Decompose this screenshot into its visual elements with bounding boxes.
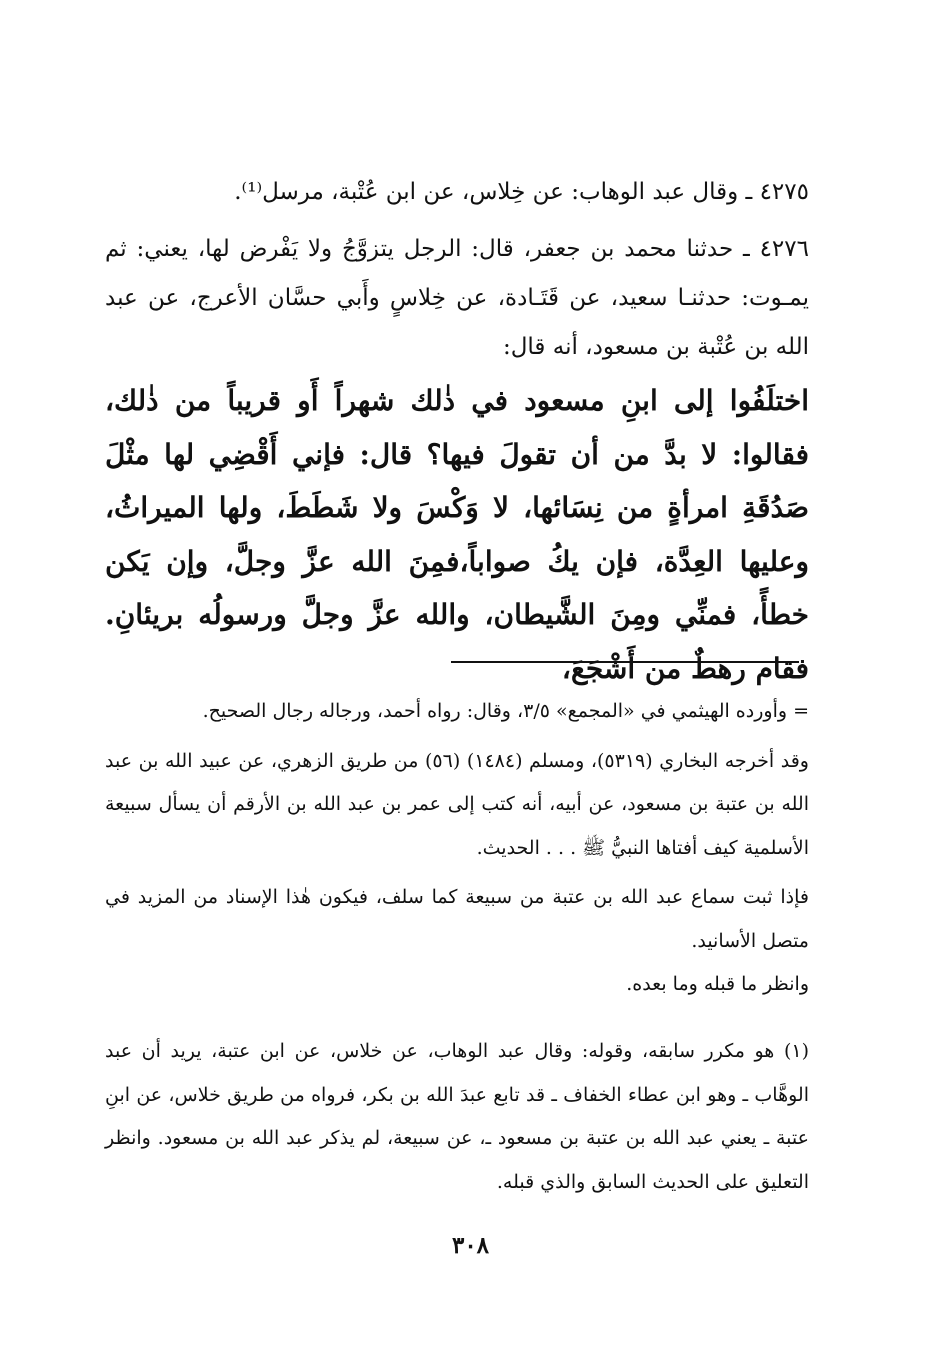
footnote-divider: [451, 661, 799, 663]
hadith-4275: ٤٢٧٥ ـ وقال عبد الوهاب: عن خِلاس، عن ابن عُتْبة، مرسل⁽¹⁾.: [234, 179, 809, 205]
footnote-text: (١) هو مكرر سابقه، وقوله: وقال عبد الوهاب، عن خلاس، عن ابن عتبة، يريد أن عبد الوهَّاب ـ وهو ابن عطاء الخفاف ـ قد تابع عبدَ الله بن بكر، فرواه من طريق خلاس، عن ابنِ عتبة ـ يعني عبد الله بن عتبة بن مسعود ـ، عن سبيعة، لم يذكر عبد الله بن مسعود. وانظر التعليق على الحديث السابق والذي قبله.: [105, 1040, 809, 1193]
hadith-4276-isnad: ٤٢٧٦ ـ حدثنا محمد بن جعفر، قال: الرجل يتزوَّجُ ولا يَفْرض لها، يعني: ثم يمـوت: حدثنـا سعيد، عن قَتَـادة، عن خِلاسٍ وأَبي حسَّان الأعرج، عن عبد الله بن عُتْبة بن مسعود، أنه قال:: [105, 236, 809, 360]
hadith-matn: [105, 374, 809, 695]
note-bukhari-muslim: وقد أخرجه البخاري (٥٣١٩)، ومسلم (١٤٨٤) (٥٦) من طريق الزهري، عن عبيد الله بن عبد الله بن عتبة بن مسعود، عن أبيه، أنه كتب إلى عمر بن عبد الله بن الأرقم أن يسأل سبيعة الأسلمية كيف أفتاها النبيُّ ﷺ . . . الحديث.: [105, 749, 809, 859]
commentary-notes: [105, 690, 809, 1007]
matn-text: اختلَفُوا إلى ابنِ مسعود في ذٰلك شهراً أَو قريباً من ذٰلك، فقالوا: لا بدَّ من أن تقولَ فيها؟ قال: فإني أَقْضِي لها مثْلَ صَدُقَةِ امرأةٍ من نِسَائها، لا وَكْسَ ولا شَطَطَ، ولها الميراثُ، وعليها العِدَّة، فإن يكُ صواباً،فمِنَ الله عزَّ وجلَّ، وإن يَكن خطأً، فمنِّي ومِنَ الشَّيطان، والله عزَّ وجلَّ ورسولُه بريئانِ. فقام رهطٌ من أَشْجَعَ،: [105, 384, 809, 685]
footnote-1: [105, 1030, 809, 1204]
page-number: ٣٠٨: [451, 1232, 490, 1259]
note-haythami: = وأورده الهيثمي في «المجمع» ٣/٥، وقال: رواه أحمد، ورجاله رجال الصحيح.: [202, 700, 809, 722]
note-see-also: وانظر ما قبله وما بعده.: [626, 973, 809, 995]
note-isnad: فإذا ثبت سماع عبد الله بن عتبة من سبيعة كما سلف، فيكون هٰذا الإسناد من المزيد في متصل الأسانيد.: [105, 886, 809, 952]
hadith-section: [105, 168, 809, 372]
